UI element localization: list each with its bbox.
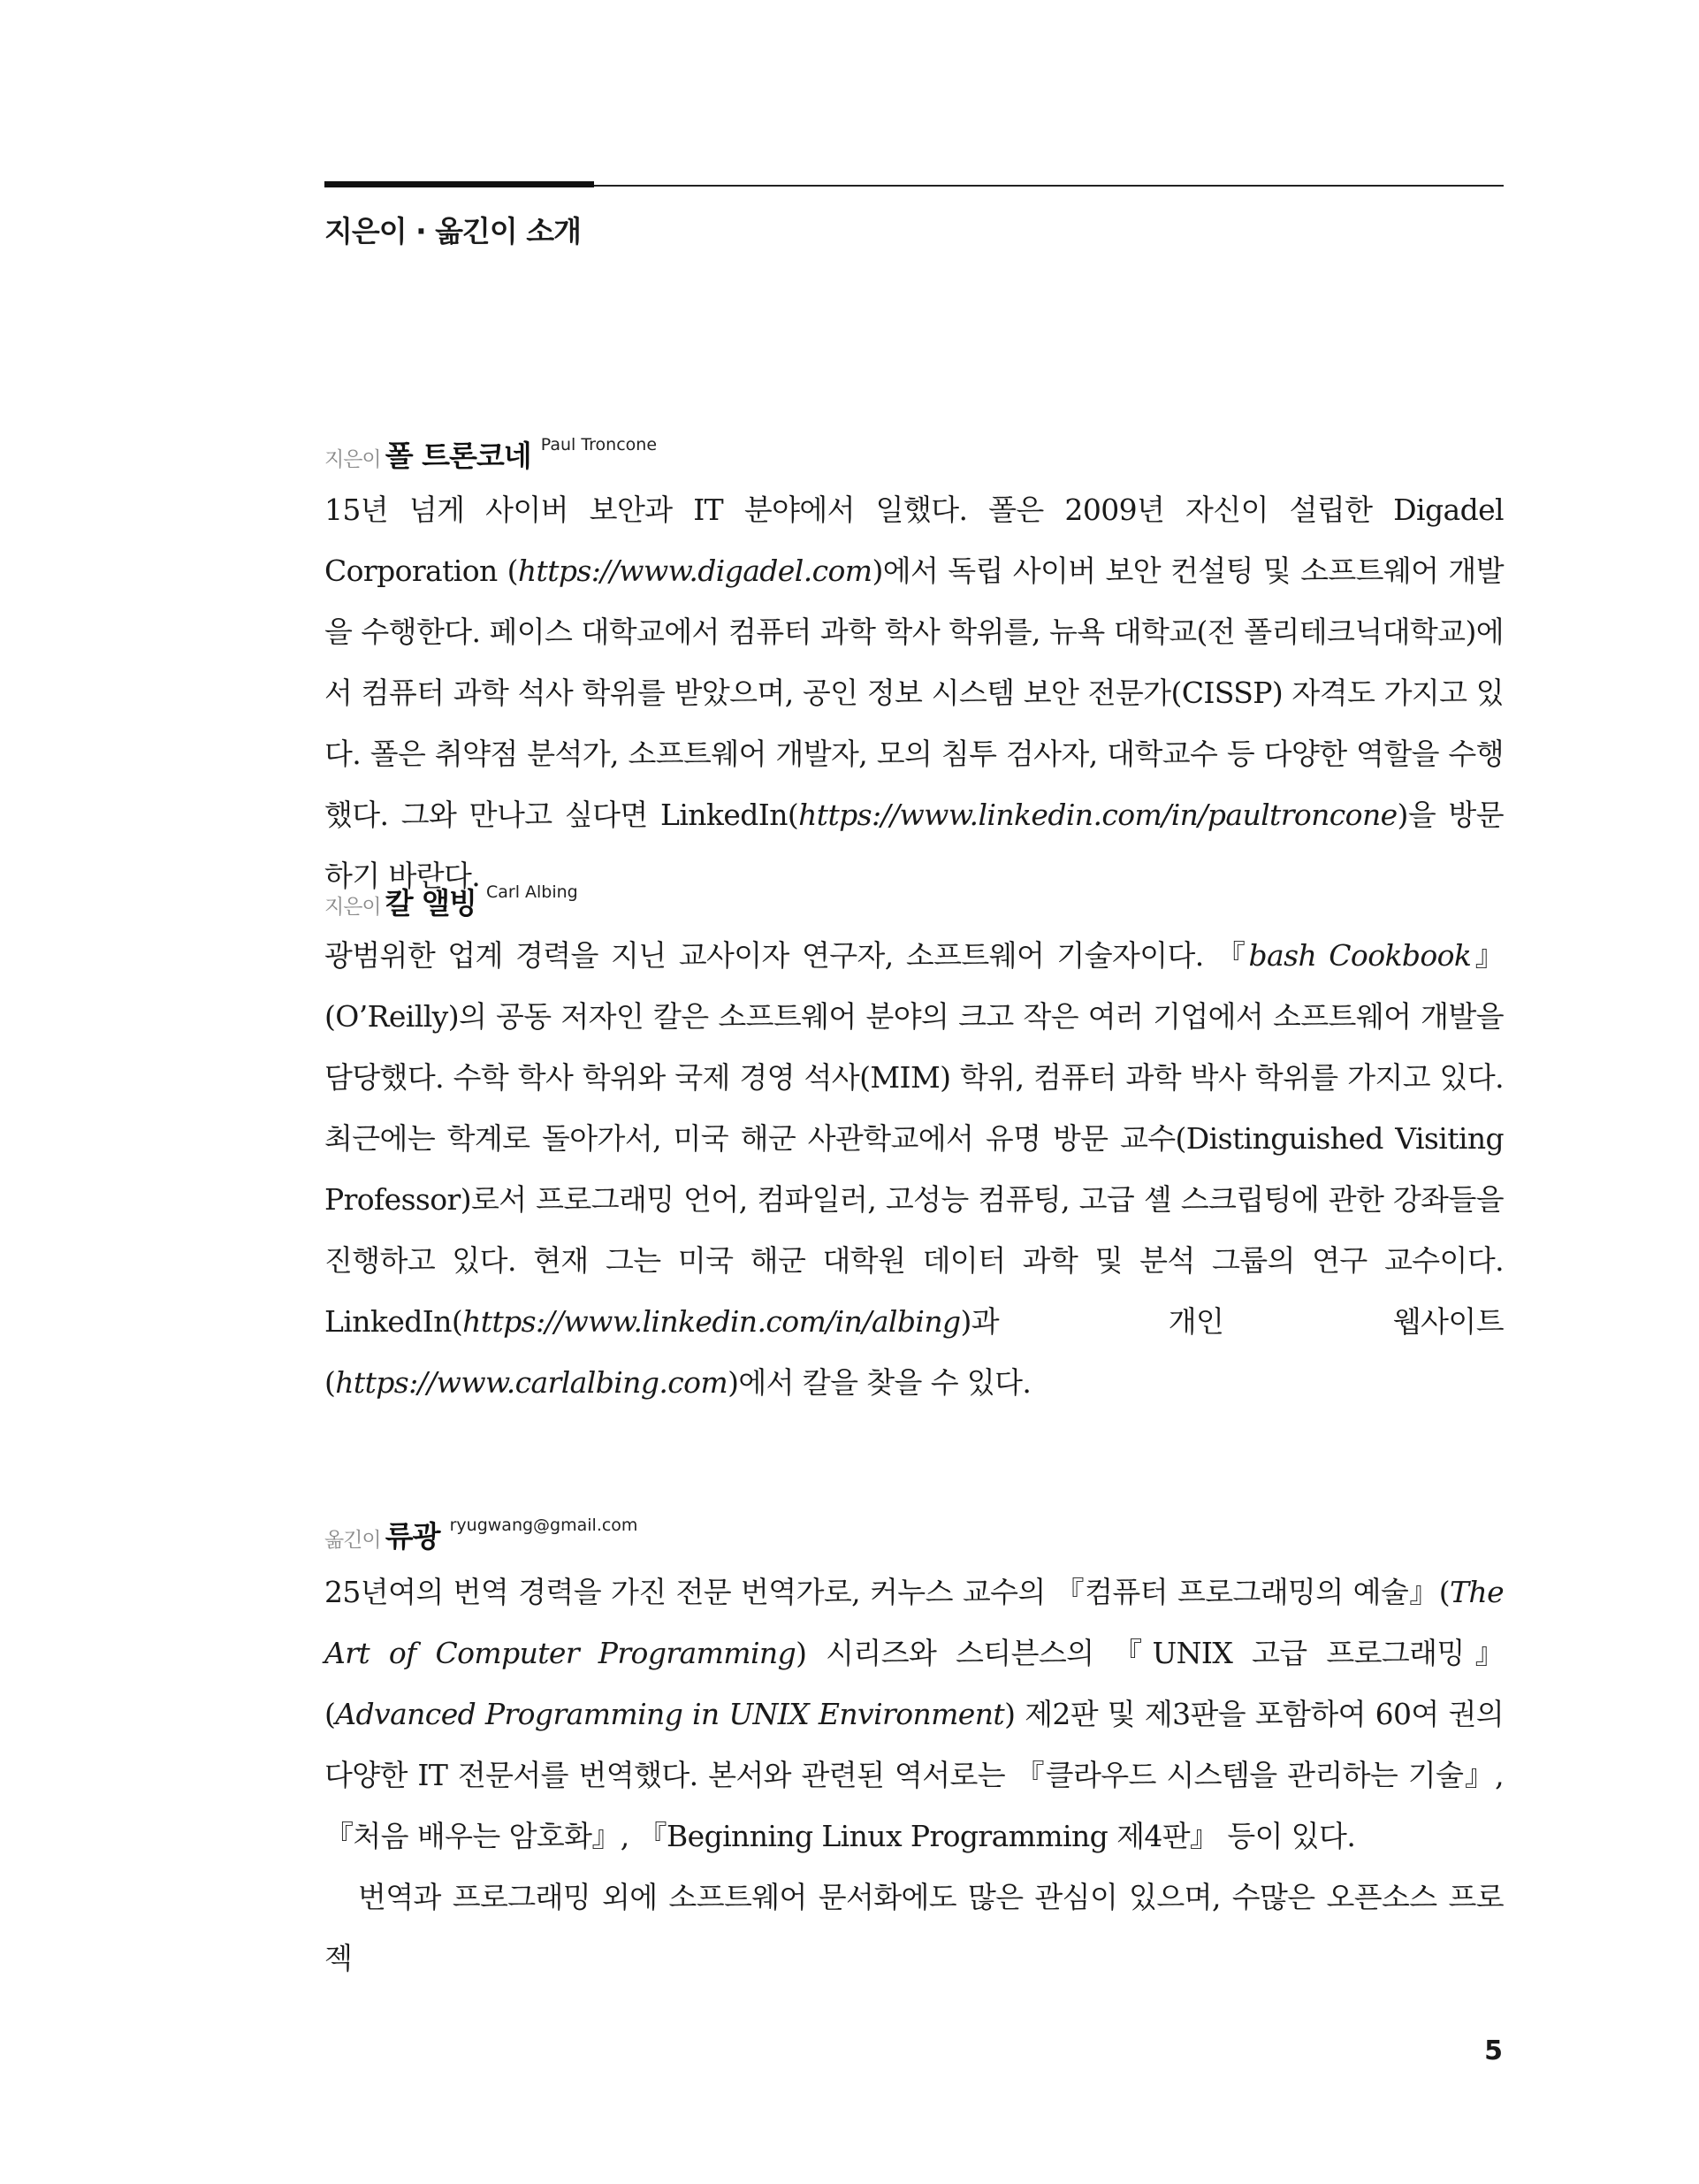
translator-role-label: 옮긴이 <box>324 1529 381 1552</box>
translator-name: 류광 <box>385 1519 440 1554</box>
header-rule-accent <box>324 181 594 187</box>
translator-bio-paragraph-2: 번역과 프로그래밍 외에 소프트웨어 문서화에도 많은 관심이 있으며, 수많은 오픈소스 프로젝 <box>324 1880 1504 1975</box>
bio-text: 25년여의 번역 경력을 가진 전문 번역가로, 커누스 교수의 『컴퓨터 프로그래밍의 예술』( <box>324 1575 1450 1609</box>
url-link[interactable]: https://www.linkedin.com/in/paultroncone <box>798 798 1398 832</box>
bio-text: )에서 칼을 찾을 수 있다. <box>728 1365 1032 1400</box>
author-bio-albing <box>324 925 1504 1413</box>
url-link[interactable]: https://www.digadel.com <box>517 554 872 588</box>
author-heading-albing <box>324 881 578 922</box>
author-name: 칼 앨빙 <box>385 886 476 920</box>
bio-text: )에서 독립 사이버 보안 컨설팅 및 소프트웨어 개발을 수행한다. 페이스 대학교에서 컴퓨터 과학 학사 학위를, 뉴욕 대학교(전 폴리테크닉대학교)에서 컴퓨터 과학 석사 학위를 받았으며, 공인 정보 시스템 보안 전문가(CISSP) 자격도 가지고 있다. 폴은 취약점 분석가, 소프트웨어 개발자, 모의 침투 검사자, 대학교수 등 다양한 역할을 수행했다. 그와 만나고 싶다면 LinkedIn( <box>324 554 1504 832</box>
author-name-en: Paul Troncone <box>540 435 658 454</box>
translator-email[interactable]: ryugwang@gmail.com <box>449 1516 638 1535</box>
author-heading-troncone <box>324 433 657 475</box>
author-role-label: 지은이 <box>324 896 381 919</box>
translator-bio <box>324 1562 1504 1867</box>
book-title: The Art of Computer Programming <box>324 1575 1504 1670</box>
bio-text: 』(O’Reilly)의 공동 저자인 칼은 소프트웨어 분야의 크고 작은 여러 기업에서 소프트웨어 개발을 담당했다. 수학 학사 학위와 국제 경영 석사(MIM) 학위, 컴퓨터 과학 박사 학위를 가지고 있다. 최근에는 학계로 돌아가서, 미국 해군 사관학교에서 유명 방문 교수(Distinguished Visiting Professor)로서 프로그래밍 언어, 컴파일러, 고성능 컴퓨팅, 고급 셸 스크립팅에 관한 강좌들을 진행하고 있다. 현재 그는 미국 해군 대학원 데이터 과학 및 분석 그룹의 연구 교수이다. LinkedIn( <box>324 938 1504 1339</box>
bio-text: )과 개인 웹사이트( <box>324 1304 1504 1400</box>
book-title: Advanced Programming in UNIX Environment <box>335 1697 1005 1731</box>
author-name-en: Carl Albing <box>485 882 578 902</box>
bio-text: ) 제2판 및 제3판을 포함하여 60여 권의 다양한 IT 전문서를 번역했다. 본서와 관련된 역서로는 『클라우드 시스템을 관리하는 기술』, 『처음 배우는 암호화』, 『Beginning Linux Programming 제4판』 등이 있다. <box>324 1697 1505 1853</box>
page-number: 5 <box>1484 2035 1503 2066</box>
bio-text: 15년 넘게 사이버 보안과 IT 분야에서 일했다. 폴은 2009년 자신이 설립한 Digadel Corporation ( <box>324 493 1504 588</box>
author-name: 폴 트론코네 <box>385 439 531 473</box>
author-bio-troncone <box>324 479 1504 906</box>
translator-heading <box>324 1514 637 1555</box>
page-title: 지은이 · 옮긴이 소개 <box>324 214 582 248</box>
bio-text: 광범위한 업계 경력을 지닌 교사이자 연구자, 소프트웨어 기술자이다. 『 <box>324 938 1249 973</box>
author-role-label: 지은이 <box>324 448 381 471</box>
url-link[interactable]: https://www.linkedin.com/in/albing <box>462 1304 961 1339</box>
url-link[interactable]: https://www.carlalbing.com <box>335 1365 728 1400</box>
bio-text: )을 방문하기 바란다. <box>324 798 1504 893</box>
bio-text: ) 시리즈와 스티븐스의 『UNIX 고급 프로그래밍』( <box>324 1636 1504 1731</box>
book-title: bash Cookbook <box>1248 938 1472 973</box>
